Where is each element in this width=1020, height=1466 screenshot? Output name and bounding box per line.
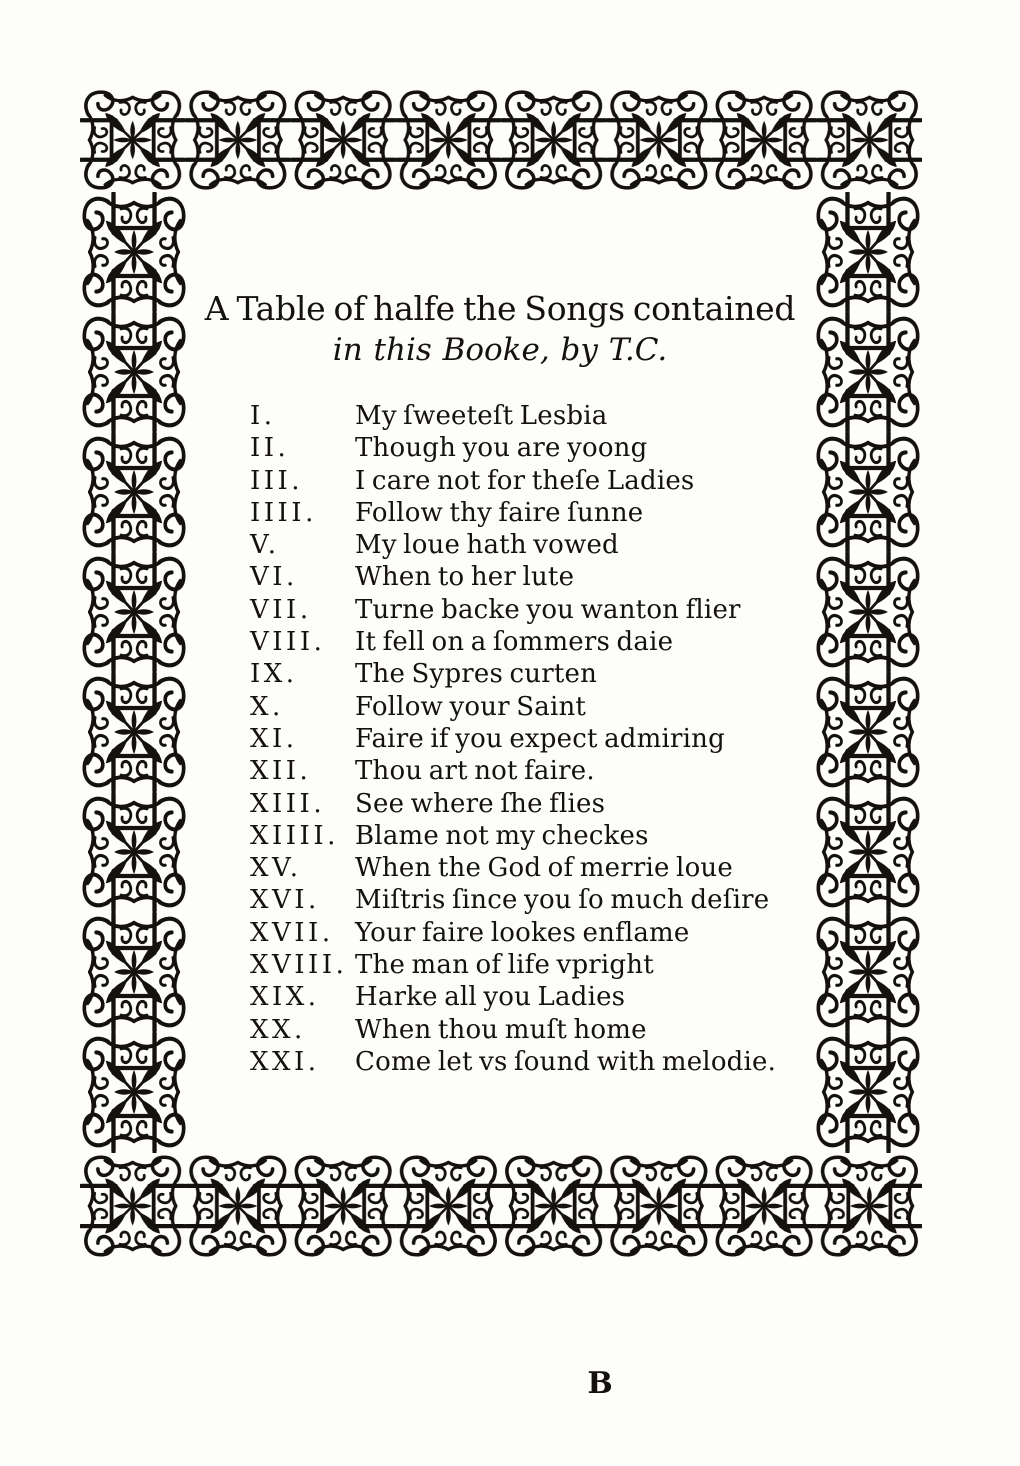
song-row: [250, 466, 790, 498]
song-numeral: XVIII.: [250, 950, 348, 981]
song-row: [250, 756, 790, 788]
song-numeral: II.: [250, 433, 290, 464]
song-row: [250, 1047, 790, 1079]
song-row: [250, 885, 790, 917]
song-title: When to her lute: [355, 562, 575, 593]
song-numeral: XX.: [250, 1014, 306, 1045]
song-row: [250, 595, 790, 627]
song-row: [250, 918, 790, 950]
song-row: [250, 724, 790, 756]
song-title: Follow thy faire ſunne: [355, 497, 644, 528]
song-numeral: VII.: [250, 594, 312, 625]
song-row: [250, 659, 790, 691]
song-title: When thou muſt home: [355, 1014, 647, 1045]
song-row: [250, 498, 790, 530]
song-numeral: V.: [250, 530, 280, 561]
song-numeral: XVI.: [250, 885, 320, 916]
song-title: Harke all you Ladies: [355, 982, 626, 1013]
song-numeral: VI.: [250, 562, 298, 593]
song-title: My loue hath vowed: [355, 530, 619, 561]
song-numeral: III.: [250, 465, 304, 496]
song-numeral: IX.: [250, 659, 298, 690]
song-title: Miſtris ſince you ſo much deſire: [355, 885, 770, 916]
song-numeral: X.: [250, 691, 284, 722]
song-numeral: XI.: [250, 723, 298, 754]
page-subtitle: in this Booke, by T.C.: [332, 331, 668, 368]
song-row: [250, 692, 790, 724]
song-row: [250, 401, 790, 433]
song-numeral: I.: [250, 401, 276, 431]
song-title: Turne backe you wanton flier: [355, 594, 741, 625]
song-numeral: XV.: [250, 853, 302, 884]
song-title: See where ſhe flies: [355, 788, 606, 819]
song-row: [250, 627, 790, 659]
border-right-column: [814, 192, 922, 1153]
song-title: Faire if you expect admiring: [355, 723, 725, 754]
song-row: [250, 530, 790, 562]
song-numeral: XII.: [250, 756, 312, 787]
song-title: Though you are yoong: [355, 433, 648, 464]
song-title: Your faire lookes enflame: [355, 917, 690, 948]
song-row: [250, 950, 790, 982]
song-row: [250, 1015, 790, 1047]
song-title: Blame not my checkes: [355, 820, 649, 851]
song-title: I care not for theſe Ladies: [355, 465, 695, 496]
song-title: When the God of merrie loue: [355, 853, 733, 884]
page-title: A Table of halfe the Songs contained: [204, 289, 796, 328]
song-row: [250, 982, 790, 1014]
signature-mark: B: [587, 1366, 613, 1401]
song-numeral: VIII.: [250, 627, 326, 658]
border-left-column: [80, 192, 188, 1153]
song-row: [250, 789, 790, 821]
song-numeral: XXI.: [250, 1046, 320, 1077]
song-numeral: XIIII.: [250, 820, 339, 851]
song-numeral: XVII.: [250, 917, 334, 948]
border-bottom-band: [80, 1153, 922, 1259]
song-row: [250, 853, 790, 885]
song-numeral: IIII.: [250, 497, 317, 528]
song-title: My ſweeteſt Lesbia: [355, 401, 608, 431]
table-heading: [182, 290, 818, 369]
song-title: The man of life vpright: [355, 950, 654, 981]
song-numeral: XIX.: [250, 982, 320, 1013]
song-list: [250, 401, 790, 1079]
song-title: It fell on a ſommers daie: [355, 627, 674, 658]
song-row: [250, 433, 790, 465]
song-numeral: XIII.: [250, 788, 326, 819]
border-top-band: [80, 88, 922, 192]
song-row: [250, 562, 790, 594]
song-row: [250, 821, 790, 853]
song-title: Thou art not faire.: [355, 756, 595, 787]
song-title: Follow your Saint: [355, 691, 587, 722]
song-title: Come let vs ſound with melodie.: [355, 1046, 777, 1077]
song-title: The Sypres curten: [355, 659, 598, 690]
